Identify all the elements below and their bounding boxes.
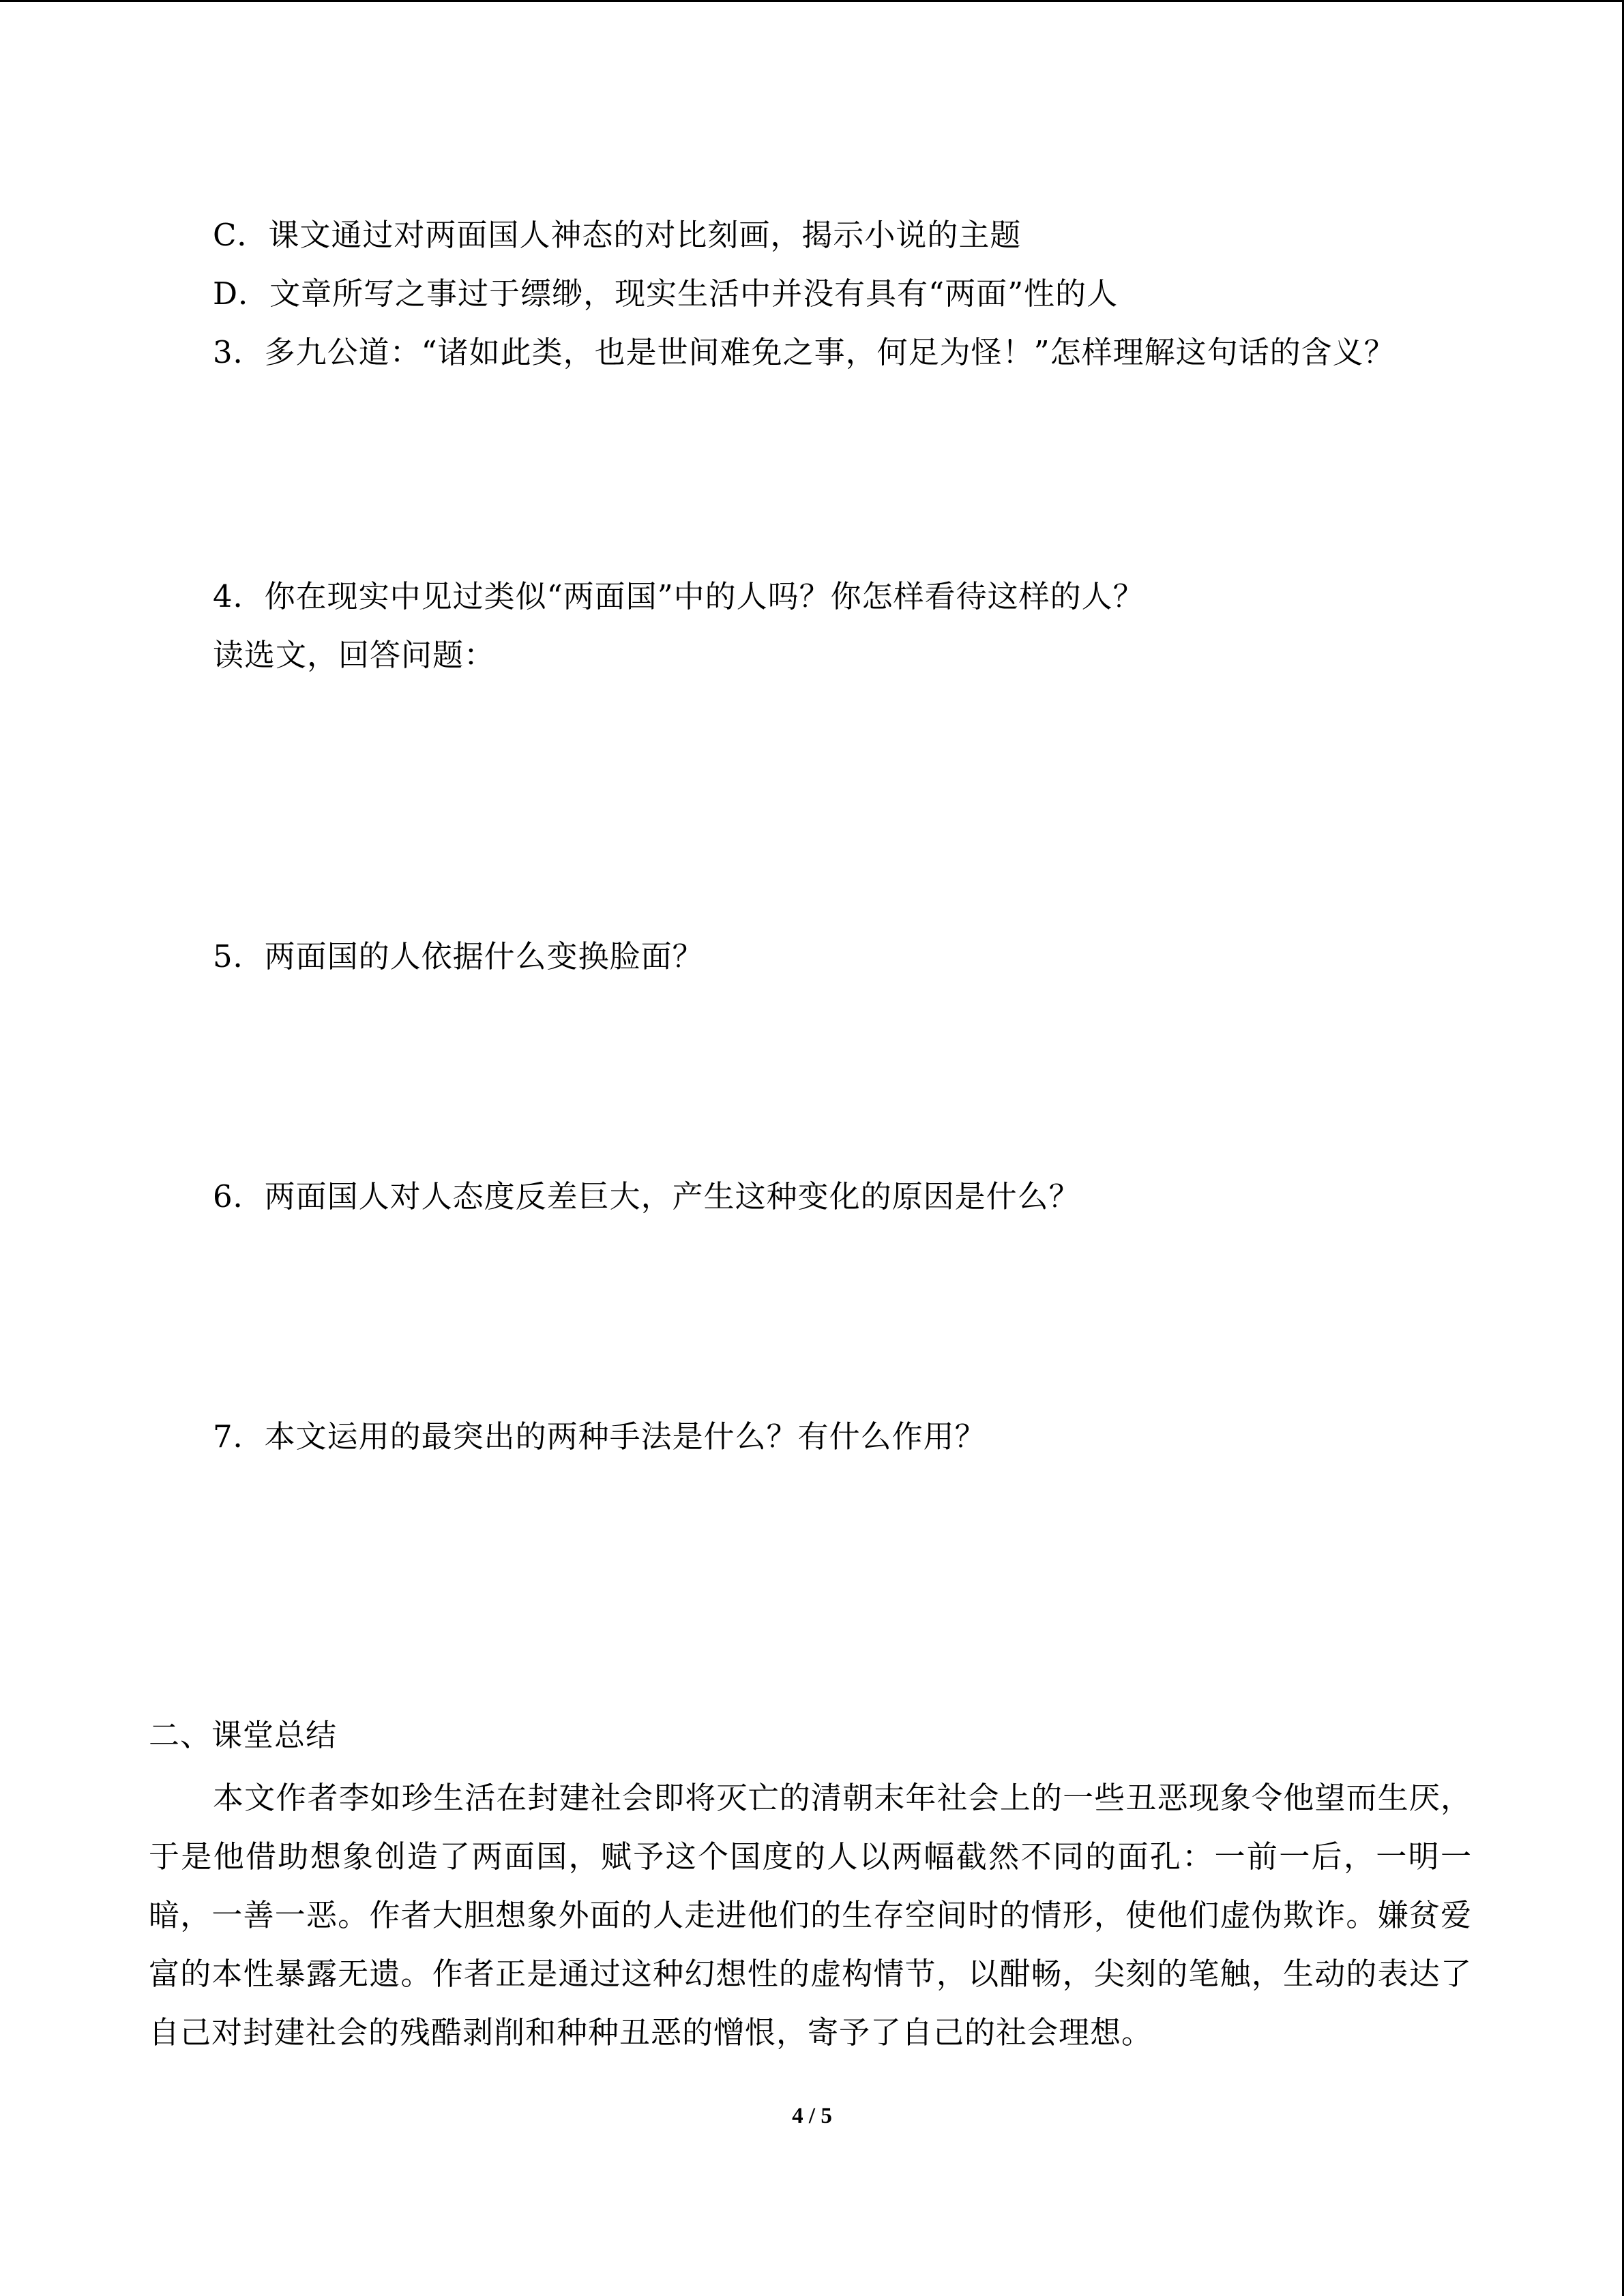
question-5: 5．两面国的人依据什么变换脸面？	[213, 938, 704, 974]
summary-paragraph: 本文作者李如珍生活在封建社会即将灭亡的清朝末年社会上的一些丑恶现象令他望而生厌，于是他借助想象创造了两面国，赋予这个国度的人以两幅截然不同的面孔：一前一后，一明一暗，一善一恶。作者大胆想象外面的人走进他们的生存空间时的情形，使他们虚伪欺诈。嫌贫爱富的本性暴露无遗。作者正是通过这种幻想性的虚构情节，以酣畅，尖刻的笔触，生动的表达了自己对封建社会的残酷剥削和种种丑恶的憎恨，寄予了自己的社会理想。	[149, 1780, 1472, 2051]
section-heading-summary: 二、课堂总结	[149, 1717, 338, 1753]
option-d: D．文章所写之事过于缥缈，现实生活中并没有具有“两面”性的人	[213, 275, 1119, 312]
question-7: 7．本文运用的最突出的两种手法是什么？有什么作用？	[213, 1418, 986, 1455]
reading-prompt: 读选文，回答问题：	[213, 637, 496, 673]
top-border-rule	[0, 0, 1624, 2]
question-6: 6．两面国人对人态度反差巨大，产生这种变化的原因是什么？	[213, 1178, 1080, 1214]
page-number: 4 / 5	[792, 2104, 832, 2128]
question-3: 3．多九公道：“诸如此类，也是世间难免之事，何足为怪！”怎样理解这句话的含义？	[213, 334, 1396, 370]
option-c: C．课文通过对两面国人神态的对比刻画，揭示小说的主题	[213, 217, 1022, 253]
question-4: 4．你在现实中见过类似“两面国”中的人吗？你怎样看待这样的人？	[213, 578, 1145, 614]
